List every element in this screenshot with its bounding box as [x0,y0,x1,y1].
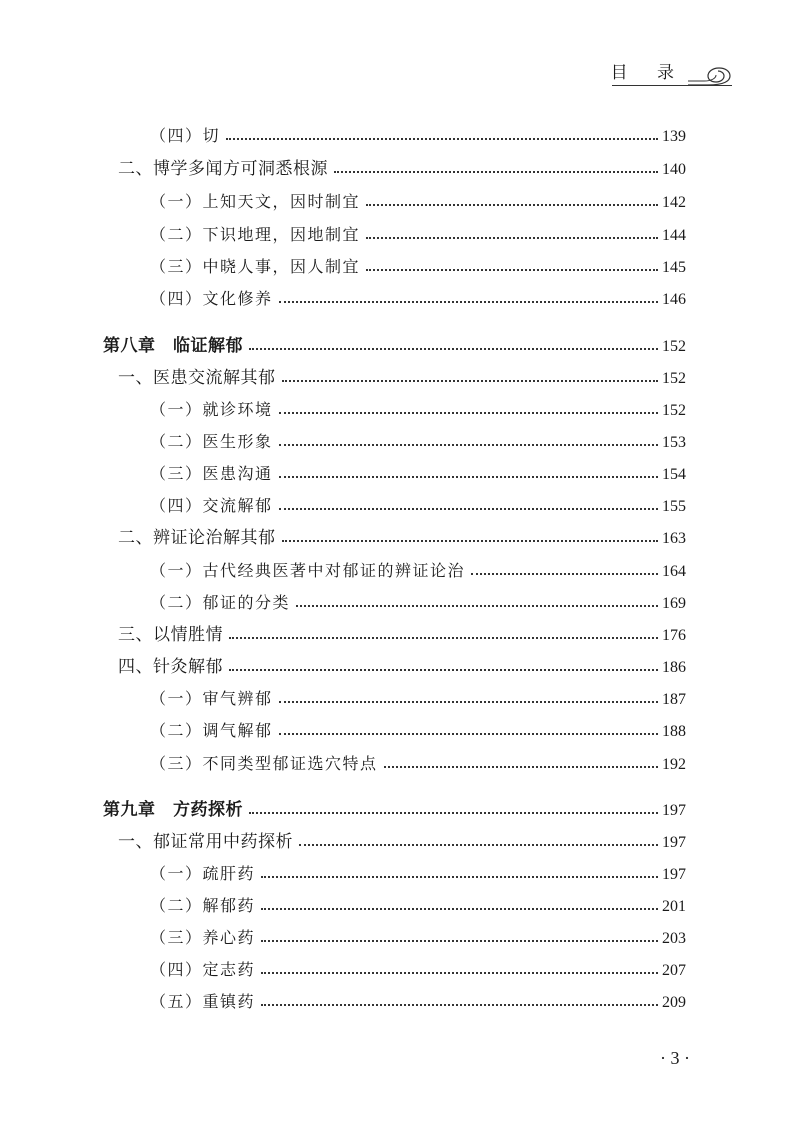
toc-entry-page: 152 [662,402,686,419]
dot-leader [299,844,658,846]
toc-entry-label: 一、医患交流解其郁 [118,368,276,388]
toc-entry-label: （三）医患沟通 [150,464,273,483]
toc-entry-page: 139 [662,128,686,145]
dot-leader [279,444,658,446]
toc-entry-page: 155 [662,498,686,515]
toc-entry[interactable] [150,557,686,581]
dot-leader [261,876,658,878]
toc-entry-page: 154 [662,466,686,483]
dot-leader [229,669,658,671]
dot-leader [279,301,658,303]
toc-entry[interactable] [118,155,686,179]
dot-leader [279,508,658,510]
page-number: · 3 · [660,1048,690,1068]
toc-entry-label: （一）古代经典医著中对郁证的辨证论治 [150,561,466,580]
toc-entry-label: （一）疏肝药 [150,864,256,883]
toc-entry[interactable] [150,428,686,452]
toc-entry-page: 186 [662,659,686,676]
toc-entry-label: （五）重镇药 [150,992,256,1011]
toc-entry-label: 一、郁证常用中药探析 [118,832,293,852]
toc-entry-label: （二）下识地理，因地制宜 [150,225,361,244]
toc-entry-page: 142 [662,194,686,211]
toc-entry-page: 197 [662,834,686,851]
toc-entry-label: （二）郁证的分类 [150,593,291,612]
toc-entry-label: （二）解郁药 [150,896,256,915]
toc-entry-page: 169 [662,595,686,612]
dot-leader [334,171,658,173]
dot-leader [366,204,658,206]
toc-entry-label: （四）定志药 [150,960,256,979]
dot-leader [296,605,658,607]
toc-entry-label: 二、辨证论治解其郁 [118,528,276,548]
toc-entry-label: （四）交流解郁 [150,496,273,515]
toc-entry-page: 146 [662,291,686,308]
scroll-ornament-icon [686,64,732,86]
toc-entry-page: 153 [662,434,686,451]
toc-entry-label: （一）上知天文，因时制宜 [150,192,361,211]
toc-entry-page: 209 [662,994,686,1011]
toc-entry[interactable] [150,924,686,948]
dot-leader [229,637,658,639]
running-header [612,52,732,92]
dot-leader [279,476,658,478]
toc-entry-label: （一）就诊环境 [150,400,273,419]
toc-entry-page: 163 [662,530,686,547]
toc-entry-page: 197 [662,866,686,883]
toc-entry-label: 第八章 临证解郁 [103,336,243,356]
dot-leader [261,908,658,910]
toc-entry-label: （二）医生形象 [150,432,273,451]
toc-entry[interactable] [150,988,686,1012]
toc-entry-label: （三）养心药 [150,928,256,947]
toc-entry-page: 188 [662,723,686,740]
toc-entry-page: 192 [662,756,686,773]
dot-leader [261,1004,658,1006]
dot-leader [279,701,658,703]
toc-entry-page: 145 [662,259,686,276]
toc-entry[interactable] [103,796,686,820]
dot-leader [249,348,658,350]
dot-leader [366,237,658,239]
dot-leader [249,812,658,814]
toc-entry-page: 197 [662,802,686,819]
toc-entry-label: （四）切 [150,126,221,145]
toc-entry[interactable] [150,122,686,146]
dot-leader [471,573,658,575]
toc-entry[interactable] [150,253,686,277]
toc-entry[interactable] [150,285,686,309]
toc-entry[interactable] [118,524,686,548]
dot-leader [261,972,658,974]
toc-entry[interactable] [150,685,686,709]
toc-entry-page: 152 [662,370,686,387]
toc-entry-label: （一）审气辨郁 [150,689,273,708]
dot-leader [226,138,658,140]
dot-leader [279,733,658,735]
toc-entry[interactable] [150,221,686,245]
toc-entry[interactable] [150,860,686,884]
toc-entry[interactable] [150,396,686,420]
toc-entry-page: 176 [662,627,686,644]
toc-entry-page: 144 [662,227,686,244]
toc-entry-page: 164 [662,563,686,580]
toc-entry-label: 二、博学多闻方可洞悉根源 [118,159,328,179]
dot-leader [282,540,659,542]
toc-entry[interactable] [150,956,686,980]
toc-entry[interactable] [150,188,686,212]
header-title: 目 录 [610,63,686,83]
dot-leader [282,380,659,382]
toc-entry-label: （三）不同类型郁证选穴特点 [150,754,378,773]
toc-entry[interactable] [150,892,686,916]
toc-entry[interactable] [118,828,686,852]
toc-entry[interactable] [150,717,686,741]
dot-leader [279,412,658,414]
toc-entry[interactable] [118,653,686,677]
toc-entry-label: （二）调气解郁 [150,721,273,740]
toc-entry-label: （三）中晓人事，因人制宜 [150,257,361,276]
toc-entry[interactable] [118,621,686,645]
toc-entry-page: 152 [662,338,686,355]
dot-leader [384,766,658,768]
toc-entry-label: （四）文化修养 [150,289,273,308]
toc-entry[interactable] [150,589,686,613]
dot-leader [366,269,658,271]
header-rule [612,85,732,86]
toc-entry-page: 207 [662,962,686,979]
toc-entry-page: 187 [662,691,686,708]
toc-entry[interactable] [118,364,686,388]
toc-entry[interactable] [150,492,686,516]
toc-entry[interactable] [103,332,686,356]
toc-entry-page: 201 [662,898,686,915]
toc-entry-label: 第九章 方药探析 [103,800,243,820]
dot-leader [261,940,658,942]
toc-entry-label: 三、以情胜情 [118,625,223,645]
toc-entry[interactable] [150,750,686,774]
toc-entry-page: 140 [662,161,686,178]
toc-entry-label: 四、针灸解郁 [118,657,223,677]
toc-entry-page: 203 [662,930,686,947]
toc-entry[interactable] [150,460,686,484]
